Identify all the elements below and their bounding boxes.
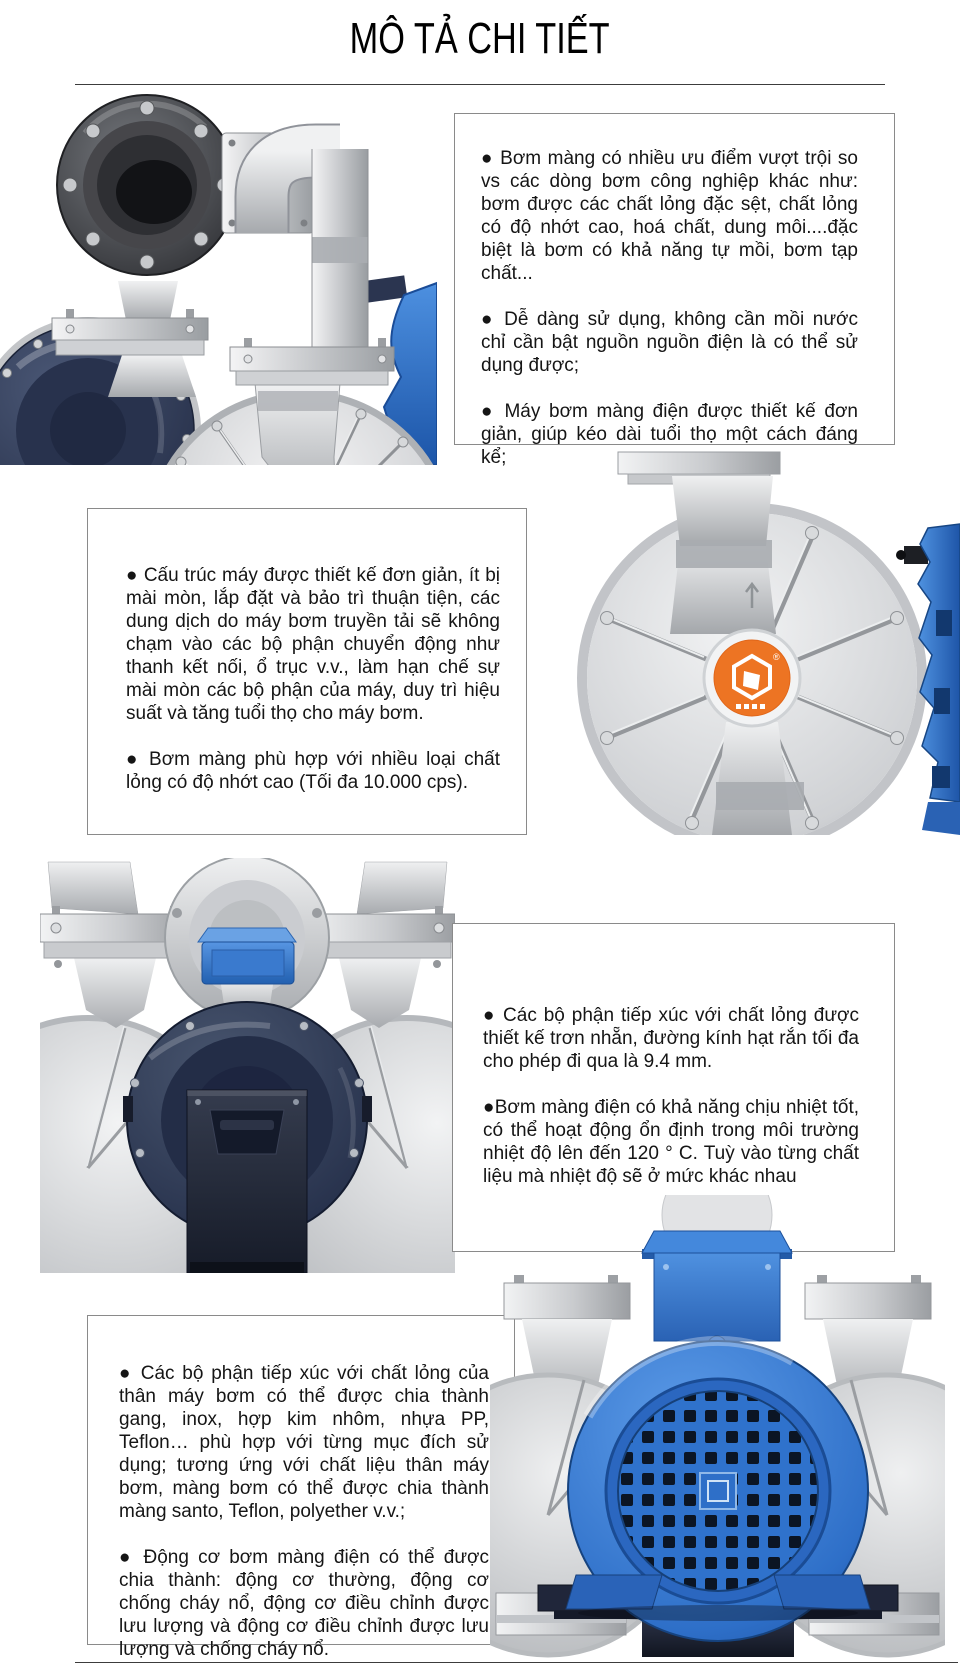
motor-terminal-box [642,1231,792,1354]
bullet-paragraph: ● Cấu trúc máy được thiết kế đơn giản, ít bị mài mòn, lắp đặt và bảo trì thuận tiện, các dung dịch do máy bơm truyền tải sẽ không chạm vào các bộ phận chuyển động như thanh kết nối, ổ trục v.v., làm hạn chế sự mài mòn các bộ phận của máy, duy trì hiệu suất và tăng tuổi thọ cho máy bơm. [126,565,500,724]
bullet-paragraph: ● Các bộ phận tiếp xúc với chất lỏng của thân máy bơm có thể được chia thành gang, inox, hợp kim nhôm, nhựa PP, Teflon… phù hợp với từng mục đích sử dụng; tương ứng với chất liệu thân máy bơm, màng bơm có thể được chia thành màng santo, Teflon, polyether v.v.; [119,1363,489,1522]
pump-photo-3 [40,858,455,1273]
motor-emblem [700,1473,736,1509]
registered-mark: ® [773,652,780,662]
bullet-paragraph: ● Bơm màng có nhiều ưu điểm vượt trội so vs các dòng bơm công nghiệp khác như: bơm được các chất lỏng đặc sệt, chất lỏng có độ nhớt cao, hoá chất, dung môi....đặc biệt là bơm có khả năng tự mồi, bơm tạp chất... [481,148,858,284]
pump-illustration-twin-towers [40,858,455,1273]
description-box-1 [454,113,895,468]
description-box-2 [87,508,527,835]
center-manifold-block [187,1090,307,1273]
description-box-4 [87,1315,515,1660]
pump-photo-1 [0,85,437,465]
pump-photo-4 [490,1195,945,1660]
brand-badge-icon [704,630,800,726]
motor-foot-right [774,1575,870,1609]
pump-illustration-blue-motor [490,1195,945,1660]
blue-air-valve-cap [198,928,296,984]
footer-divider [75,1662,958,1663]
bullet-paragraph: ● Máy bơm màng điện được thiết kế đơn giản, giúp kéo dài tuổi thọ một cách đáng kể; [481,401,858,468]
bullet-paragraph: ●Bơm màng điện có khả năng chịu nhiệt tốt, có thể hoạt động ổn định trong môi trường nhiệt độ lên đến 120 ° C. Tuỳ vào từng chất liệu mà nhiệt độ sẽ ở mức khác nhau [483,1097,859,1187]
page-title: MÔ TẢ CHI TIẾT [350,14,610,63]
motor-foot-left [566,1575,662,1609]
pump-illustration-chamber-face [530,450,960,835]
bullet-paragraph: ● Bơm màng phù hợp với nhiều loại chất lỏng có độ nhớt cao (Tối đa 10.000 cps). [126,749,500,793]
bullet-paragraph: ● Các bộ phận tiếp xúc với chất lỏng được thiết kế trơn nhẵn, đường kính hạt rắn tối đa cho phép đi qua là 9.4 mm. [483,1005,859,1072]
dark-pipe-flange [57,95,237,275]
pump-photo-2 [530,450,960,835]
bullet-paragraph: ● Dễ dàng sử dụng, không cần mồi nước chỉ cần bật nguồn nguồn điện là có thể sử dụng được; [481,309,858,376]
bullet-paragraph: ● Động cơ bơm màng điện có thể được chia thành: động cơ thường, động cơ chống cháy nổ, động cơ điều chỉnh được lưu lượng và động cơ điều chỉnh được lưu lượng và chống cháy nổ. [119,1547,489,1660]
pump-illustration-flange-elbow [0,85,437,465]
steel-elbow-pipe [222,133,368,349]
